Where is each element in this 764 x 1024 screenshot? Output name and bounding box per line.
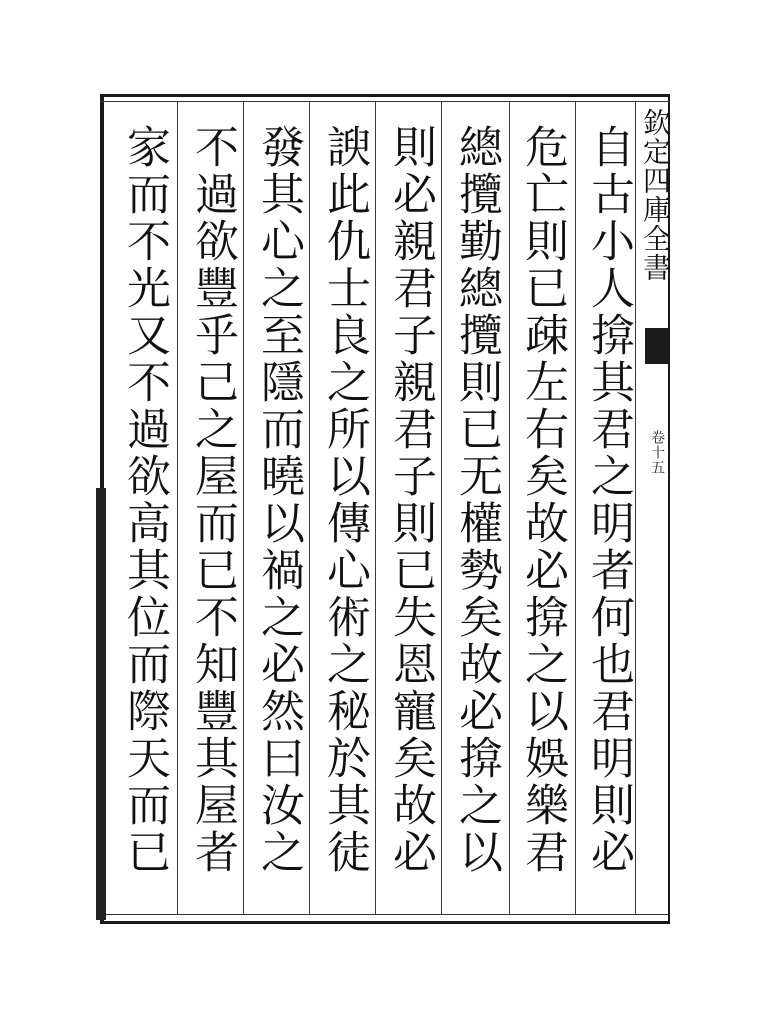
text-column-1: 自古小人揜其君之明者何也君明則必 [583, 124, 634, 876]
text-column-5: 諛此仇士良之所以傳心術之秘於其徒 [319, 124, 370, 876]
text-column-3: 總攬勤總攬則已无權勢矣故必揜之以 [451, 124, 502, 876]
column-rule [177, 102, 178, 914]
column-rule [509, 102, 510, 914]
column-rule [375, 102, 376, 914]
column-rule [309, 102, 310, 914]
book-title: 欽定四庫全書 [639, 108, 672, 282]
column-rule [575, 102, 576, 914]
binding-edge [96, 488, 106, 920]
text-column-6: 發其心之至隱而曉以禍之必然曰汝之 [253, 124, 304, 876]
volume-label: 卷十五 [649, 430, 665, 475]
column-rule [243, 102, 244, 914]
bottom-rule [100, 914, 670, 915]
title-block-mark [645, 328, 669, 364]
column-rule [441, 102, 442, 914]
text-column-7: 不過欲豐乎己之屋而已不知豐其屋者 [187, 124, 238, 876]
text-column-8: 家而不光又不過欲高其位而際天而已 [119, 124, 170, 876]
text-column-2: 危亡則已疎左右矣故必揜之以娛樂君 [517, 124, 568, 876]
text-column-4: 則必親君子親君子則已失恩寵矣故必 [385, 124, 436, 876]
top-rule [100, 101, 670, 102]
